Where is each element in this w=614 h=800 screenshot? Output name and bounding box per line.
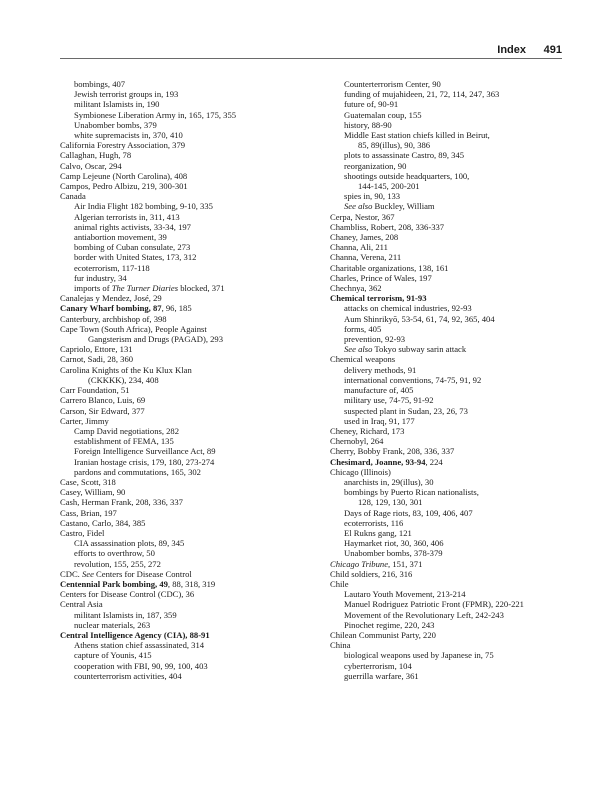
entry-text: international conventions, 74-75, 91, 92 — [344, 374, 482, 385]
index-entry — [60, 150, 320, 160]
entry-text: history, 88-90 — [344, 119, 392, 130]
index-entry — [330, 446, 570, 456]
entry-text: Symbionese Liberation Army in, 165, 175, 355 — [74, 109, 237, 120]
index-subentry — [60, 110, 320, 120]
entry-text: manufacture of, 405 — [344, 385, 414, 396]
entry-text: biological weapons used by Japanese in, 75 — [344, 650, 494, 661]
index-subentry — [60, 242, 320, 252]
entry-text: nuclear materials, 263 — [74, 619, 151, 630]
index-entry — [330, 212, 570, 222]
index-entry — [330, 426, 570, 436]
entry-text: forms, 405 — [344, 323, 382, 334]
index-entry — [330, 252, 570, 262]
entry-text: Guatemalan coup, 155 — [344, 109, 422, 120]
entry-text: Central Asia — [60, 599, 103, 610]
entry-text: white supremacists in, 370, 410 — [74, 130, 183, 141]
index-subentry — [330, 181, 570, 191]
index-subentry — [60, 130, 320, 140]
entry-text: Cherry, Bobby Frank, 208, 336, 337 — [330, 446, 455, 457]
entry-text: Cass, Brian, 197 — [60, 507, 117, 518]
index-entry — [60, 365, 320, 375]
index-entry — [330, 630, 570, 640]
entry-text: Calvo, Oscar, 294 — [60, 160, 122, 171]
index-subentry — [330, 589, 570, 599]
index-entry — [330, 579, 570, 589]
header-rule — [60, 58, 562, 59]
index-entry — [60, 314, 320, 324]
entry-text: reorganization, 90 — [344, 160, 407, 171]
entry-text: California Forestry Association, 379 — [60, 140, 186, 151]
entry-text: Castro, Fidel — [60, 527, 105, 538]
index-subentry — [330, 395, 570, 405]
index-subentry — [60, 467, 320, 477]
index-entry — [60, 171, 320, 181]
entry-text: El Rukns gang, 121 — [344, 527, 412, 538]
entry-text: Aum Shinrikyō, 53-54, 61, 74, 92, 365, 404 — [344, 313, 495, 324]
index-entry — [330, 263, 570, 273]
index-subentry — [330, 497, 570, 507]
entry-text: Channa, Ali, 211 — [330, 242, 388, 253]
entry-text: counterterrorism activities, 404 — [74, 670, 182, 681]
index-entry — [330, 467, 570, 477]
entry-text: Algerian terrorists in, 311, 413 — [74, 211, 180, 222]
entry-text: Athens station chief assassinated, 314 — [74, 640, 205, 651]
entry-text: Jewish terrorist groups in, 193 — [74, 89, 179, 100]
index-entry — [60, 569, 320, 579]
entry-text: animal rights activists, 33-34, 197 — [74, 221, 191, 232]
entry-text: Charitable organizations, 138, 161 — [330, 262, 449, 273]
entry-text: militant Islamists in, 190 — [74, 99, 160, 110]
entry-text: Child soldiers, 216, 316 — [330, 568, 413, 579]
index-entry — [60, 140, 320, 150]
index-subentry — [60, 457, 320, 467]
entry-text: CIA assassination plots, 89, 345 — [74, 538, 185, 549]
entry-text: revolution, 155, 255, 272 — [74, 558, 161, 569]
entry-text: Chechnya, 362 — [330, 283, 382, 294]
index-subentry — [60, 201, 320, 211]
index-entry — [60, 354, 320, 364]
index-subentry — [60, 548, 320, 558]
index-subentry — [60, 661, 320, 671]
index-subentry — [330, 385, 570, 395]
index-entry — [330, 273, 570, 283]
entry-text: Carr Foundation, 51 — [60, 385, 130, 396]
entry-italic-text: Chicago Tribune — [330, 558, 389, 569]
entry-text: capture of Younis, 415 — [74, 650, 152, 661]
index-subentry — [330, 518, 570, 528]
entry-text: future of, 90-91 — [344, 99, 399, 110]
entry-text: (CKKKK), 234, 408 — [88, 374, 159, 385]
index-subentry — [330, 538, 570, 548]
entry-text: guerrilla warfare, 361 — [344, 670, 419, 681]
index-subentry — [60, 252, 320, 262]
entry-text: ecoterrorists, 116 — [344, 517, 404, 528]
entry-text: military use, 74-75, 91-92 — [344, 395, 434, 406]
entry-text: blocked, 371 — [178, 283, 225, 294]
index-entry — [330, 457, 570, 467]
index-subentry — [60, 263, 320, 273]
entry-text: Haymarket riot, 30, 360, 406 — [344, 538, 444, 549]
index-entry — [60, 406, 320, 416]
entry-text: Chaney, James, 208 — [330, 232, 399, 243]
entry-text: , 96, 185 — [161, 303, 192, 314]
entry-text: Tokyo subway sarin attack — [372, 344, 467, 355]
index-subentry — [60, 212, 320, 222]
entry-text: Carrero Blanco, Luis, 69 — [60, 395, 146, 406]
index-subentry — [330, 508, 570, 518]
index-entry — [60, 579, 320, 589]
entry-text: Carnot, Sadi, 28, 360 — [60, 354, 134, 365]
entry-text: 144-145, 200-201 — [358, 181, 420, 192]
index-subentry — [60, 436, 320, 446]
entry-text: cyberterrorism, 104 — [344, 660, 412, 671]
entry-text: Camp David negotiations, 282 — [74, 425, 180, 436]
index-subentry — [330, 120, 570, 130]
index-subentry — [330, 110, 570, 120]
entry-text: Chemical weapons — [330, 354, 396, 365]
index-subentry — [330, 365, 570, 375]
index-subentry — [330, 375, 570, 385]
index-entry — [60, 630, 320, 640]
entry-text: Middle East station chiefs killed in Beirut, — [344, 130, 490, 141]
entry-text: Canada — [60, 191, 86, 202]
index-subentry — [330, 344, 570, 354]
entry-text: funding of mujahideen, 21, 72, 114, 247, 363 — [344, 89, 500, 100]
index-subentry — [330, 89, 570, 99]
entry-text: Gangsterism and Drugs (PAGAD), 293 — [88, 334, 224, 345]
entry-text: CDC. — [60, 568, 82, 579]
entry-text: Camp Lejeune (North Carolina), 408 — [60, 170, 188, 181]
entry-text: Capriolo, Ettore, 131 — [60, 344, 133, 355]
entry-text: , 224 — [425, 456, 443, 467]
index-entry — [60, 487, 320, 497]
index-subentry — [60, 222, 320, 232]
index-entry — [60, 324, 320, 334]
index-subentry — [60, 610, 320, 620]
index-subentry — [330, 671, 570, 681]
index-subentry — [330, 99, 570, 109]
index-column-right — [330, 79, 570, 681]
entry-text: Foreign Intelligence Surveillance Act, 89 — [74, 446, 216, 457]
index-subentry — [330, 191, 570, 201]
entry-text: Centers for Disease Control (CDC), 36 — [60, 589, 195, 600]
index-entry — [60, 416, 320, 426]
entry-text: Callaghan, Hugh, 78 — [60, 150, 132, 161]
entry-text: Iranian hostage crisis, 179, 180, 273-274 — [74, 456, 215, 467]
index-entry — [330, 283, 570, 293]
index-entry — [60, 497, 320, 507]
entry-text: Charles, Prince of Wales, 197 — [330, 272, 432, 283]
entry-text: Movement of the Revolutionary Left, 242-243 — [344, 609, 504, 620]
index-subentry — [60, 538, 320, 548]
entry-text: Chicago (Illinois) — [330, 466, 391, 477]
index-subentry — [60, 426, 320, 436]
index-subentry — [330, 150, 570, 160]
entry-text: fur industry, 34 — [74, 272, 127, 283]
entry-italic-text: The Turner Diaries — [111, 283, 179, 294]
entry-text: cooperation with FBI, 90, 99, 100, 403 — [74, 660, 208, 671]
index-subentry — [60, 650, 320, 660]
entry-text: Central Intelligence Agency (CIA), 88-91 — [60, 629, 210, 640]
index-subentry — [330, 661, 570, 671]
index-entry — [60, 528, 320, 538]
entry-text: Lautaro Youth Movement, 213-214 — [344, 589, 466, 600]
entry-text: , 151, 371 — [388, 558, 423, 569]
index-subentry — [60, 283, 320, 293]
entry-text: delivery methods, 91 — [344, 364, 417, 375]
entry-text: bombings, 407 — [74, 79, 126, 89]
entry-text: Cerpa, Nestor, 367 — [330, 211, 395, 222]
index-entry — [60, 344, 320, 354]
entry-text: Chemical terrorism, 91-93 — [330, 293, 427, 304]
entry-text: 85, 89(illus), 90, 386 — [358, 140, 431, 151]
index-subentry — [60, 232, 320, 242]
entry-text: Unabomber bombs, 378-379 — [344, 548, 443, 559]
index-entry — [330, 232, 570, 242]
index-subentry — [330, 140, 570, 150]
entry-text: bombing of Cuban consulate, 273 — [74, 242, 191, 253]
index-entry — [60, 385, 320, 395]
index-subentry — [330, 620, 570, 630]
entry-text: establishment of FEMA, 135 — [74, 436, 174, 447]
index-entry — [60, 589, 320, 599]
entry-text: Air India Flight 182 bombing, 9-10, 335 — [74, 201, 213, 212]
entry-text: Counterterrorism Center, 90 — [344, 79, 441, 89]
index-entry — [60, 161, 320, 171]
entry-text: Chernobyl, 264 — [330, 436, 384, 447]
entry-text: Manuel Rodriguez Patriotic Front (FPMR), 220-221 — [344, 599, 524, 610]
entry-text: China — [330, 640, 351, 651]
index-entry — [60, 191, 320, 201]
entry-italic-text: See also — [344, 344, 373, 355]
page-number: 491 — [543, 44, 562, 56]
index-subentry — [60, 99, 320, 109]
index-subentry — [330, 477, 570, 487]
entry-text: suspected plant in Sudan, 23, 26, 73 — [344, 405, 468, 416]
index-entry — [60, 599, 320, 609]
entry-text: Canary Wharf bombing, 87 — [60, 303, 162, 314]
entry-text: imports of — [74, 283, 112, 294]
index-subentry — [60, 640, 320, 650]
index-subentry — [330, 334, 570, 344]
index-entry — [60, 518, 320, 528]
index-subentry — [330, 161, 570, 171]
entry-text: Cape Town (South Africa), People Against — [60, 323, 207, 334]
index-entry — [330, 293, 570, 303]
entry-text: Campos, Pedro Albizu, 219, 300-301 — [60, 181, 188, 192]
entry-text: attacks on chemical industries, 92-93 — [344, 303, 472, 314]
entry-text: Castano, Carlo, 384, 385 — [60, 517, 146, 528]
entry-text: Carson, Sir Edward, 377 — [60, 405, 145, 416]
index-subentry — [60, 620, 320, 630]
index-subentry — [330, 548, 570, 558]
entry-text: Chambliss, Robert, 208, 336-337 — [330, 221, 445, 232]
index-subentry — [60, 334, 320, 344]
index-entry — [60, 508, 320, 518]
index-subentry — [330, 130, 570, 140]
index-entry — [60, 477, 320, 487]
index-subentry — [60, 446, 320, 456]
entry-text: used in Iraq, 91, 177 — [344, 415, 415, 426]
index-subentry — [330, 303, 570, 313]
entry-text: pardons and commutations, 165, 302 — [74, 466, 201, 477]
entry-text: Canalejas y Mendez, José, 29 — [60, 293, 162, 304]
index-subentry — [60, 89, 320, 99]
index-subentry — [330, 487, 570, 497]
index-entry — [60, 181, 320, 191]
index-subentry — [330, 79, 570, 89]
entry-text: bombings by Puerto Rican nationalists, — [344, 487, 479, 498]
entry-text: prevention, 92-93 — [344, 334, 406, 345]
index-subentry — [60, 273, 320, 283]
index-entry — [330, 354, 570, 364]
entry-text: 128, 129, 130, 301 — [358, 497, 423, 508]
index-column-left — [60, 79, 320, 681]
index-subentry — [330, 650, 570, 660]
entry-text: Centers for Disease Control — [93, 568, 192, 579]
index-entry — [330, 436, 570, 446]
index-subentry — [330, 610, 570, 620]
index-subentry — [330, 528, 570, 538]
entry-text: Casey, William, 90 — [60, 487, 126, 498]
running-header-title: Index — [497, 44, 526, 56]
index-entry — [330, 569, 570, 579]
index-subentry — [60, 79, 320, 89]
entry-text: Case, Scott, 318 — [60, 476, 116, 487]
entry-text: Channa, Verena, 211 — [330, 252, 402, 263]
entry-text: Pinochet regime, 220, 243 — [344, 619, 435, 630]
entry-text: militant Islamists in, 187, 359 — [74, 609, 177, 620]
entry-text: Buckley, William — [372, 201, 435, 212]
index-entry — [330, 640, 570, 650]
index-subentry — [60, 671, 320, 681]
index-entry — [60, 395, 320, 405]
index-subentry — [330, 171, 570, 181]
index-subentry — [60, 120, 320, 130]
index-entry — [330, 242, 570, 252]
entry-text: , 88, 318, 319 — [167, 578, 216, 589]
index-entry — [60, 303, 320, 313]
entry-text: Chile — [330, 578, 349, 589]
index-subentry — [330, 314, 570, 324]
entry-text: shootings outside headquarters, 100, — [344, 170, 470, 181]
entry-text: plots to assassinate Castro, 89, 345 — [344, 150, 465, 161]
entry-text: antiabortion movement, 39 — [74, 232, 167, 243]
entry-text: Chilean Communist Party, 220 — [330, 629, 436, 640]
entry-text: Carolina Knights of the Ku Klux Klan — [60, 364, 192, 375]
entry-text: Canterbury, archbishop of, 398 — [60, 313, 167, 324]
index-subentry — [60, 375, 320, 385]
index-subentry — [60, 559, 320, 569]
entry-text: efforts to overthrow, 50 — [74, 548, 155, 559]
entry-text: Cash, Herman Frank, 208, 336, 337 — [60, 497, 183, 508]
entry-text: Centennial Park bombing, 49 — [60, 578, 168, 589]
index-subentry — [330, 324, 570, 334]
index-subentry — [330, 416, 570, 426]
index-subentry — [330, 201, 570, 211]
entry-text: Chesimard, Joanne, 93-94 — [330, 456, 426, 467]
entry-text: anarchists in, 29(illus), 30 — [344, 476, 434, 487]
entry-text: Unabomber bombs, 379 — [74, 119, 157, 130]
entry-text: Carter, Jimmy — [60, 415, 109, 426]
index-subentry — [330, 406, 570, 416]
entry-text: Days of Rage riots, 83, 109, 406, 407 — [344, 507, 473, 518]
index-entry — [330, 222, 570, 232]
entry-text: spies in, 90, 133 — [344, 191, 401, 202]
index-subentry — [330, 599, 570, 609]
entry-text: ecoterrorism, 117-118 — [74, 262, 150, 273]
entry-text: Cheney, Richard, 173 — [330, 425, 405, 436]
index-entry — [330, 559, 570, 569]
entry-text: border with United States, 173, 312 — [74, 252, 197, 263]
entry-italic-text: See — [81, 568, 94, 579]
entry-italic-text: See also — [344, 201, 373, 212]
index-entry — [60, 293, 320, 303]
